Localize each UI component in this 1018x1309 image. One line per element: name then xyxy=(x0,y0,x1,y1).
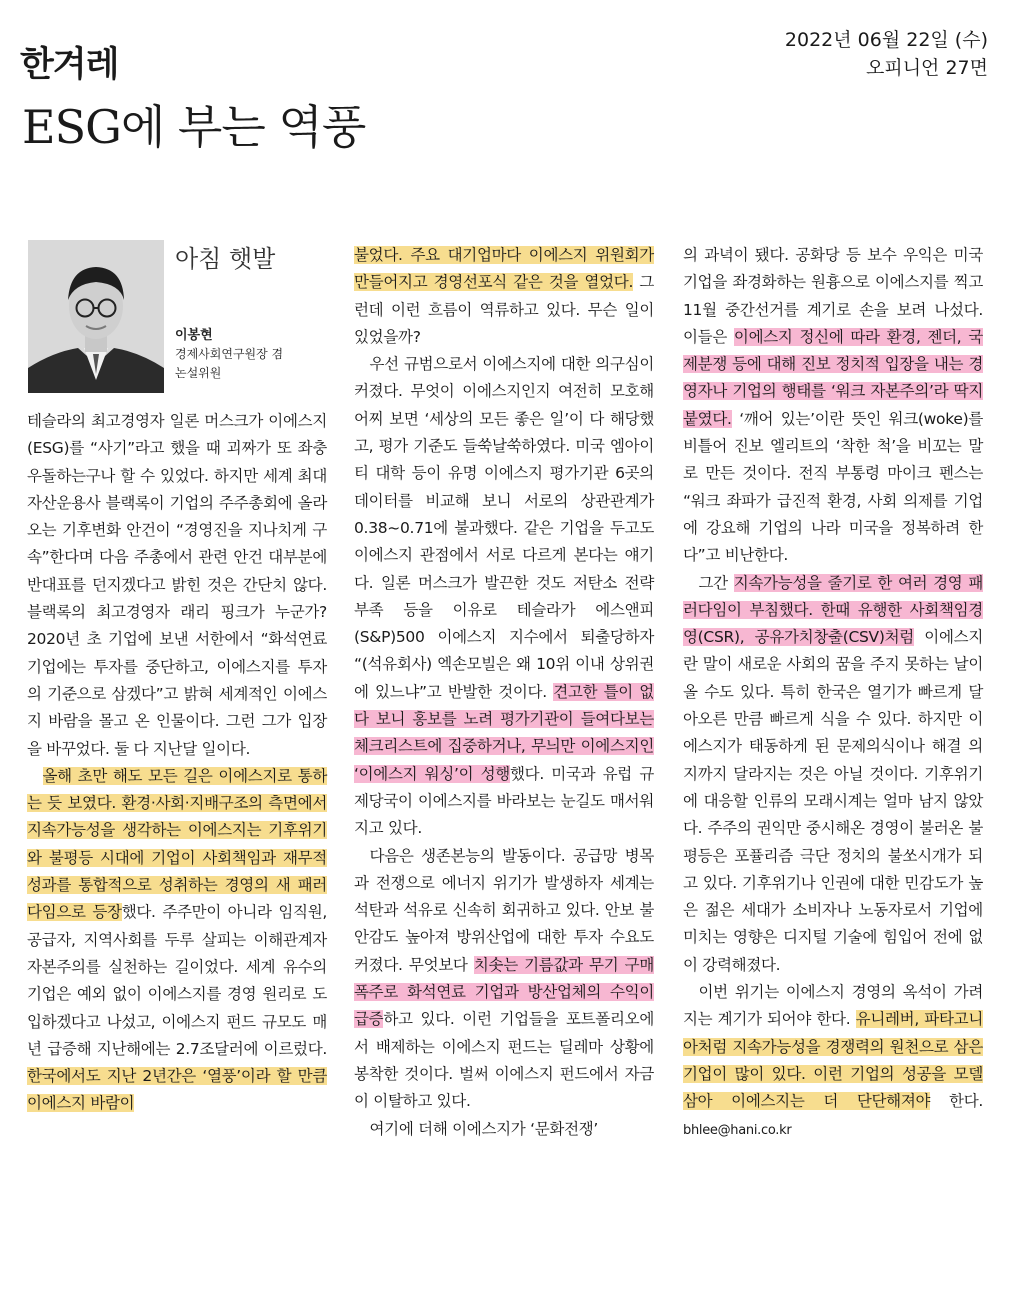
paragraph-text: 이번 위기는 이에스지 경영의 옥석이 가려지는 계기가 되어야 한다. xyxy=(683,983,983,1029)
author-photo xyxy=(28,240,164,393)
text-column-1 xyxy=(27,408,327,1118)
paragraph-text: 이에스지란 말이 새로운 사회의 꿈을 주지 못하는 날이 올 수도 있다. 특히 한국은 열기가 빠르게 달아오른 만큼 빠르게 식을 수 있다. 하지만 이에스지가 태동하게 된 문제의식이나 해결 의지까지 달라지는 것은 아닐 것이다. 기후위기에 대응할 인류의 모래시계는 얼마 남지 않았다. 주주의 권익만 중시해온 경영이 불러온 불평등은 포퓰리즘 극단 정치의 불쏘시개가 되고 있다. 기후위기나 인권에 대한 민감도가 높은 젊은 세대가 소비자나 노동자로서 기업에 미치는 영향은 디지털 기술에 힘입어 전에 없이 강력해졌다. xyxy=(683,628,983,974)
author-role-2: 논설위원 xyxy=(175,366,222,380)
paragraph xyxy=(683,570,983,979)
highlight-yellow: 올해 초만 해도 모든 길은 이에스지로 통하는 듯 보였다. 환경·사회·지배구조의 측면에서 지속가능성을 생각하는 이에스지는 기후위기와 불평등 시대에 기업이 사회책임과 재무적 성과를 통합적으로 성취하는 경영의 새 패러다임으로 등장 xyxy=(27,766,327,922)
paragraph-text: 다음은 생존본능의 발동이다. 공급망 병목과 전쟁으로 에너지 위기가 발생하자 세계는 석탄과 석유로 신속히 회귀하고 있다. 안보 불안감도 높아져 방위산업에 대한 투자 수요도 커졌다. 무엇보다 xyxy=(354,846,654,974)
paragraph-text: 의 과녁이 됐다. 공화당 등 보수 우익은 미국 기업을 좌경화하는 원흉으로 이에스지를 찍고 11월 중간선거를 계기로 손을 보려 나섰다. 이들은 xyxy=(683,246,983,346)
highlight-pink: 지속가능성을 줄기로 한 여러 경영 패러다임이 부침했다. 한때 유행한 사회책임경영(CSR), 공유가치창출(CSV)처럼 xyxy=(683,573,983,647)
paragraph-text: 그런데 이런 흐름이 역류하고 있다. 무슨 일이 있었을까? xyxy=(354,273,655,346)
paragraph-text: 하고 있다. 이런 기업들을 포트폴리오에서 배제하는 이에스지 펀드는 딜레마 상황에 봉착한 것이다. 벌써 이에스지 펀드에서 자금이 이탈하고 있다. xyxy=(354,1010,654,1111)
column-title: 아침 햇발 xyxy=(175,245,276,273)
author-role: 경제사회연구원장 겸 xyxy=(175,347,284,361)
paragraph-text: 했다. 미국과 유럽 규제당국이 이에스지를 바라보는 눈길도 매서워지고 있다. xyxy=(354,764,654,838)
author-name: 이봉현 xyxy=(175,328,213,343)
issue-section: 오피니언 27면 xyxy=(866,57,988,79)
article-headline: ESG에 부는 역풍 xyxy=(22,100,366,154)
text-column-2 xyxy=(354,242,654,1143)
paragraph xyxy=(683,979,983,1144)
highlight-yellow: 한국에서도 지난 2년간은 ‘열풍’이라 할 만큼 이에스지 바람이 xyxy=(27,1067,327,1113)
paragraph xyxy=(27,408,327,763)
paragraph xyxy=(354,242,654,351)
highlight-pink: 견고한 틀이 없다 보니 홍보를 노려 평가기관이 들여다보는 체크리스트에 집중하거나, 무늬만 이에스지인 ‘이에스지 워싱’이 성행 xyxy=(354,682,654,783)
highlight-yellow: 유니레버, 파타고니아처럼 지속가능성을 경쟁력의 원천으로 삼은 기업이 많이 있다. 이런 기업의 성공을 모델 삼아 이에스지는 더 단단해져야 xyxy=(683,1010,983,1111)
issue-date: 2022년 06월 22일 (수) xyxy=(784,29,988,51)
paragraph-text: ‘깨어 있는’이란 뜻인 워크(woke)를 비틀어 진보 엘리트의 ‘착한 척’을 비꼬는 말로 만든 것이다. 전직 부통령 마이크 펜스는 “워크 좌파가 급진적 환경, 사회 의제를 기업에 강요해 기업의 나라 미국을 정복하려 한다”고 비난한다. xyxy=(683,409,983,565)
paragraph xyxy=(354,351,654,842)
paragraph-text: 테슬라의 최고경영자 일론 머스크가 이에스지(ESG)를 “사기”라고 했을 때 괴짜가 또 좌충우돌하는구나 할 수 있었다. 하지만 세계 최대 자산운용사 블랙록이 기업의 주주총회에 올라오는 기후변화 안건이 “경영진을 지나치게 구속”한다며 다음 주총에서 관련 안건 대부분에 반대표를 던지겠다고 밝힌 것은 간단치 않다. 블랙록의 최고경영자 래리 핑크가 누군가? 2020년 초 기업에 보낸 서한에서 “화석연료 기업에는 투자를 중단하고, 이에스지를 투자의 기준으로 삼겠다”고 밝혀 세계적인 이에스지 바람을 몰고 온 인물이다. 그런 그가 입장을 바꾸었다. 둘 다 지난달 일이다. xyxy=(27,412,327,758)
paragraph xyxy=(27,763,327,1118)
paragraph xyxy=(354,843,654,1116)
paragraph-text: 우선 규범으로서 이에스지에 대한 의구심이 커졌다. 무엇이 이에스지인지 여전히 모호해 어찌 보면 ‘세상의 모든 좋은 일’이 다 해당했고, 평가 기준도 들쑥날쑥하였다. 미국 엠아이티 대학 등이 유명 이에스지 평가기관 6곳의 데이터를 비교해 보니 서로의 상관관계가 0.38~0.71에 불과했다. 같은 기업을 두고도 이에스지 관점에서 서로 다르게 본다는 얘기다. 일론 머스크가 발끈한 것도 저탄소 전략 부족 등을 이유로 테슬라가 에스앤피(S&P)500 이에스지 지수에서 퇴출당하자 “(석유회사) 엑손모빌은 왜 10위 이내 상위권에 있느냐”고 반발한 것이다. xyxy=(354,355,654,701)
masthead-logo: 한겨레 xyxy=(20,45,119,85)
text-column-3 xyxy=(683,242,983,1144)
author-email: bhlee@hani.co.kr xyxy=(683,1122,792,1138)
paragraph-text: 여기에 더해 이에스지가 ‘문화전쟁’ xyxy=(369,1119,599,1138)
highlight-yellow: 불었다. 주요 대기업마다 이에스지 위원회가 만들어지고 경영선포식 같은 것을 열었다. xyxy=(354,246,654,292)
paragraph-text: 한다. xyxy=(930,1092,983,1111)
paragraph xyxy=(683,242,983,570)
author-portrait-icon xyxy=(28,240,164,393)
highlight-pink: 치솟는 기름값과 무기 구매 폭주로 화석연료 기업과 방산업체의 수익이 급증 xyxy=(354,955,654,1029)
paragraph-text: 그간 xyxy=(698,573,734,592)
paragraph xyxy=(354,1116,654,1143)
issue-info xyxy=(785,26,988,82)
highlight-pink: 이에스지 정신에 따라 환경, 젠더, 국제분쟁 등에 대해 진보 정치적 입장을 내는 경영자나 기업의 행태를 ‘워크 자본주의’라 딱지 붙였다. xyxy=(683,327,983,428)
byline xyxy=(175,326,283,383)
paragraph-text: 했다. 주주만이 아니라 임직원, 공급자, 지역사회를 두루 살피는 이해관계자 자본주의를 실천하는 길이었다. 세계 유수의 기업은 예외 없이 이에스지를 경영 원리로 도입하겠다고 나섰고, 이에스지 펀드 규모도 매년 급증해 지난해에는 2.7조달러에 이르렀다. xyxy=(27,903,327,1058)
